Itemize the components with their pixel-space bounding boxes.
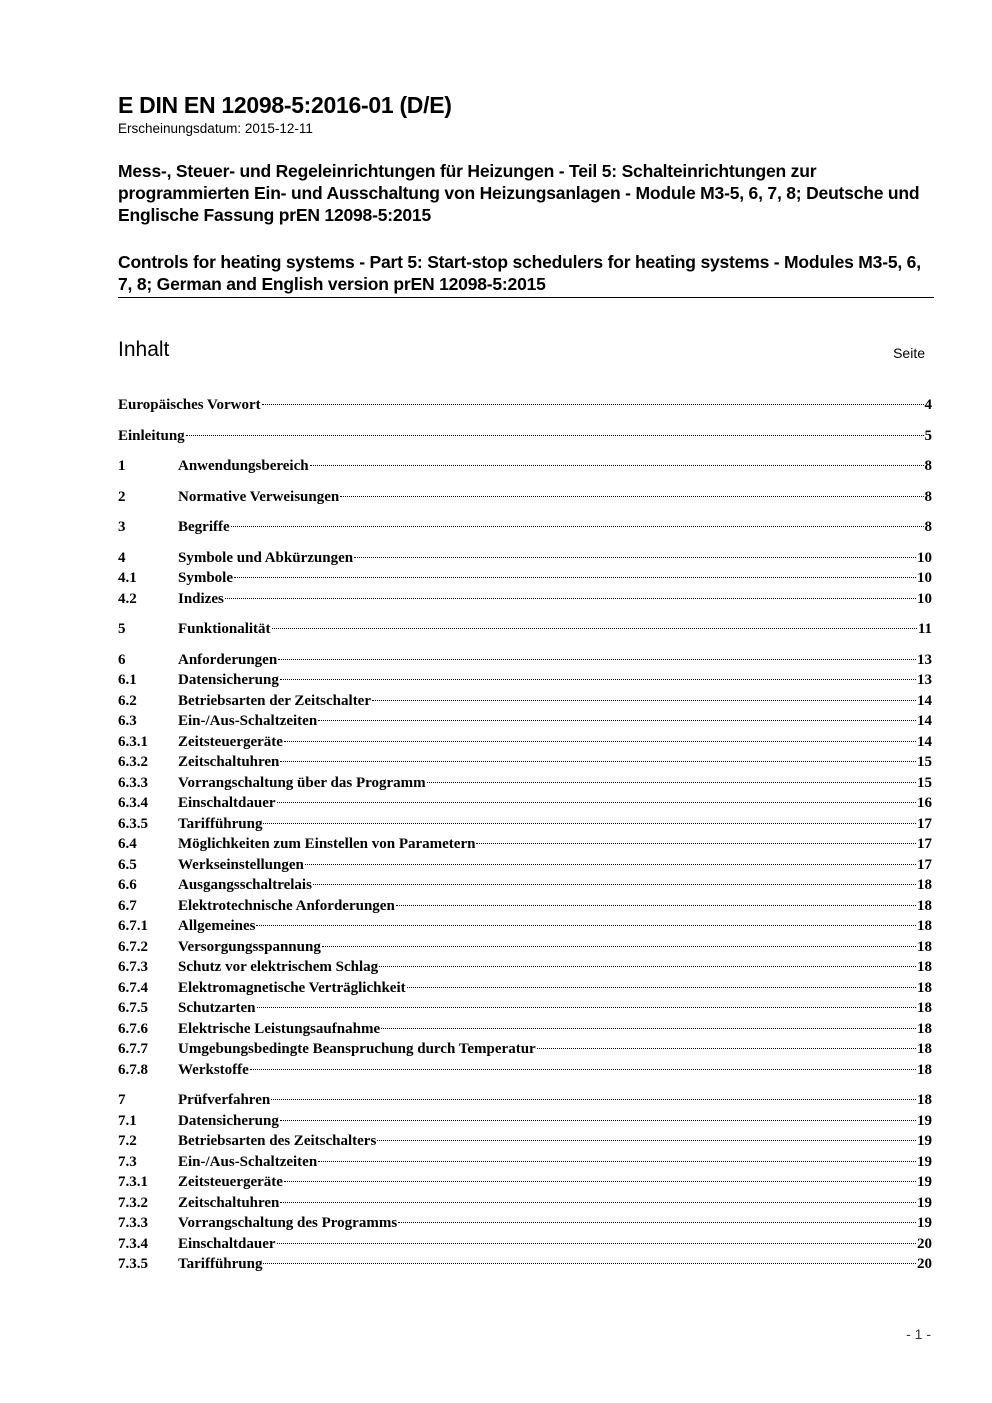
toc-entry-number: 6.3.4 <box>118 795 148 811</box>
toc-entry-title: Ausgangsschaltrelais <box>178 877 312 893</box>
toc-entry-title: Funktionalität <box>178 621 271 637</box>
toc-entry-number: 7.1 <box>118 1112 137 1129</box>
toc-entry-title: Zeitschaltuhren <box>178 754 280 770</box>
toc-entry-title: Begriffe <box>178 519 230 535</box>
toc-entry-page: 11 <box>917 621 932 637</box>
toc-entry-page: 18 <box>917 877 932 893</box>
toc-entry-title: Einschaltdauer <box>178 795 276 811</box>
toc-entry-title: Elektrische Leistungsaufnahme <box>178 1020 381 1037</box>
toc-leader-dots <box>280 679 916 680</box>
toc-leader-dots <box>250 1069 916 1070</box>
toc-entry-title: Zeitsteuergeräte <box>178 733 283 750</box>
toc-entry-page: 18 <box>917 1000 932 1016</box>
toc-entry[interactable] <box>118 456 932 477</box>
toc-leader-dots <box>322 946 916 947</box>
toc-entry-title: Anwendungsbereich <box>178 458 309 474</box>
toc-group <box>118 456 932 477</box>
toc-entry[interactable] <box>118 752 932 773</box>
toc-leader-dots <box>310 465 924 466</box>
toc-entry-title: Datensicherung <box>178 1112 279 1129</box>
toc-entry-page: 17 <box>917 836 932 852</box>
toc-entry-title: Vorrangschaltung über das Programm <box>178 774 426 791</box>
toc-leader-dots <box>305 864 916 865</box>
toc-entry[interactable] <box>118 1019 932 1040</box>
toc-entry-number: 4 <box>118 549 126 566</box>
toc-entry-number: 6.1 <box>118 672 137 688</box>
toc-leader-dots <box>263 823 916 824</box>
toc-entry-page: 4 <box>924 397 932 413</box>
toc-entry-title: Zeitschaltuhren <box>178 1194 280 1211</box>
toc-entry-page: 18 <box>917 979 932 996</box>
toc-entry-page: 10 <box>917 549 932 566</box>
toc-leader-dots <box>398 1222 916 1223</box>
toc-entry[interactable] <box>118 957 932 978</box>
table-of-contents <box>118 385 932 1275</box>
toc-entry-page: 19 <box>917 1153 932 1170</box>
toc-leader-dots <box>280 761 916 762</box>
toc-entry-title: Tarifführung <box>178 1256 263 1272</box>
toc-entry-number: 6.7.2 <box>118 938 148 955</box>
publication-date: Erscheinungsdatum: 2015-12-11 <box>118 121 313 136</box>
toc-entry-page: 8 <box>924 488 932 505</box>
toc-entry-number: 7.3.1 <box>118 1174 148 1190</box>
toc-entry-page: 14 <box>917 733 932 750</box>
toc-leader-dots <box>262 404 924 405</box>
toc-group <box>118 650 932 1081</box>
toc-leader-dots <box>537 1048 916 1049</box>
toc-leader-dots <box>284 741 916 742</box>
toc-entry-number: 7.3 <box>118 1153 137 1170</box>
toc-entry[interactable] <box>118 548 932 569</box>
toc-entry-number: 7 <box>118 1092 126 1108</box>
toc-entry[interactable] <box>118 978 932 999</box>
toc-leader-dots <box>231 526 924 527</box>
toc-entry-number: 6.7.5 <box>118 1000 148 1016</box>
toc-entry-number: 6.7.3 <box>118 959 148 975</box>
toc-leader-dots <box>277 802 916 803</box>
toc-entry-page: 20 <box>917 1235 932 1252</box>
toc-entry-number: 6.3.2 <box>118 754 148 770</box>
title-german: Mess-, Steuer- und Regeleinrichtungen für Heizungen - Teil 5: Schalteinrichtungen zur programmierten Ein- und Ausschaltung von Heizungsanlagen - Module M3-5, 6, 7, 8; Deutsche und Englische Fassung prEN 12098-5:2015 <box>118 161 920 225</box>
toc-entry-page: 18 <box>917 1020 932 1037</box>
toc-entry[interactable] <box>118 517 932 538</box>
toc-entry[interactable] <box>118 691 932 712</box>
toc-entry[interactable] <box>118 1172 932 1193</box>
toc-entry-number: 5 <box>118 621 126 637</box>
toc-entry-title: Ein-/Aus-Schaltzeiten <box>178 713 318 729</box>
page-number: - 1 - <box>906 1326 931 1342</box>
toc-leader-dots <box>225 598 916 599</box>
toc-entry-title: Betriebsarten der Zeitschalter <box>178 692 372 709</box>
toc-entry-title: Symbole und Abkürzungen <box>178 549 354 566</box>
toc-entry-title: Prüfverfahren <box>178 1092 271 1108</box>
toc-entry-number: 6.3 <box>118 713 137 729</box>
toc-entry-number: 6.3.5 <box>118 815 148 832</box>
toc-entry-number: 6 <box>118 651 126 668</box>
header-divider <box>118 297 934 298</box>
toc-entry-title: Ein-/Aus-Schaltzeiten <box>178 1153 318 1170</box>
toc-entry-page: 13 <box>917 672 932 688</box>
toc-entry-number: 6.5 <box>118 856 137 873</box>
toc-leader-dots <box>313 884 916 885</box>
toc-entry-title: Werkseinstellungen <box>178 856 304 873</box>
toc-entry[interactable] <box>118 670 932 691</box>
toc-entry-page: 20 <box>917 1256 932 1272</box>
toc-leader-dots <box>234 577 916 578</box>
toc-entry-number: 6.7 <box>118 897 137 914</box>
toc-entry[interactable] <box>118 875 932 896</box>
toc-entry-page: 18 <box>917 938 932 955</box>
toc-leader-dots <box>278 659 916 660</box>
toc-entry-title: Versorgungsspannung <box>178 938 321 955</box>
toc-leader-dots <box>284 1181 916 1182</box>
toc-entry-title: Normative Verweisungen <box>178 488 340 505</box>
toc-entry[interactable] <box>118 1060 932 1081</box>
toc-entry[interactable] <box>118 1152 932 1173</box>
toc-entry-title: Indizes <box>178 590 224 607</box>
toc-entry-title: Möglichkeiten zum Einstellen von Parametern <box>178 836 476 852</box>
toc-entry-page: 13 <box>917 651 932 668</box>
toc-entry[interactable] <box>118 1111 932 1132</box>
toc-entry[interactable] <box>118 814 932 835</box>
toc-page-label: Seite <box>893 345 925 361</box>
toc-entry-number: 6.4 <box>118 836 137 852</box>
toc-leader-dots <box>318 1161 916 1162</box>
toc-entry-title: Umgebungsbedingte Beanspruchung durch Temperatur <box>178 1041 536 1057</box>
toc-entry-title: Zeitsteuergeräte <box>178 1174 283 1190</box>
toc-leader-dots <box>354 557 916 558</box>
toc-group <box>118 426 932 447</box>
toc-entry-page: 15 <box>917 754 932 770</box>
toc-entry[interactable] <box>118 732 932 753</box>
toc-entry-number: 3 <box>118 519 126 535</box>
toc-entry-title: Werkstoffe <box>178 1061 249 1078</box>
toc-entry-page: 5 <box>924 427 932 444</box>
toc-entry-page: 19 <box>917 1194 932 1211</box>
toc-entry-number: 1 <box>118 458 126 474</box>
toc-leader-dots <box>377 1140 916 1141</box>
toc-group <box>118 548 932 610</box>
toc-entry-number: 6.7.6 <box>118 1020 148 1037</box>
toc-entry-title: Schutzarten <box>178 1000 256 1016</box>
toc-entry-title: Symbole <box>178 570 234 586</box>
toc-entry[interactable] <box>118 1039 932 1060</box>
toc-entry-number: 6.6 <box>118 877 137 893</box>
toc-entry-title: Allgemeines <box>178 918 256 934</box>
toc-leader-dots <box>277 1243 916 1244</box>
toc-leader-dots <box>318 720 916 721</box>
toc-entry[interactable] <box>118 1254 932 1275</box>
toc-entry-title: Einleitung <box>118 427 185 444</box>
toc-group <box>118 1090 932 1275</box>
toc-leader-dots <box>257 1007 917 1008</box>
toc-entry[interactable] <box>118 896 932 917</box>
toc-entry-title: Elektromagnetische Verträglichkeit <box>178 979 406 996</box>
toc-entry-number: 6.7.7 <box>118 1041 148 1057</box>
toc-entry[interactable] <box>118 426 932 447</box>
toc-entry-number: 4.2 <box>118 590 137 607</box>
toc-entry-number: 6.3.3 <box>118 774 148 791</box>
toc-entry[interactable] <box>118 487 932 508</box>
toc-entry-number: 7.3.5 <box>118 1256 148 1272</box>
toc-entry-title: Betriebsarten des Zeitschalters <box>178 1133 377 1149</box>
toc-entry-title: Elektrotechnische Anforderungen <box>178 897 395 914</box>
toc-entry[interactable] <box>118 998 932 1019</box>
toc-entry-page: 18 <box>917 897 932 914</box>
toc-entry-page: 16 <box>917 795 932 811</box>
toc-entry-page: 19 <box>917 1112 932 1129</box>
toc-entry[interactable] <box>118 773 932 794</box>
toc-entry-title: Europäisches Vorwort <box>118 397 261 413</box>
toc-entry-number: 6.2 <box>118 692 137 709</box>
toc-leader-dots <box>271 1099 916 1100</box>
toc-entry[interactable] <box>118 937 932 958</box>
toc-entry[interactable] <box>118 1193 932 1214</box>
toc-entry-title: Anforderungen <box>178 651 278 668</box>
toc-entry[interactable] <box>118 650 932 671</box>
toc-leader-dots <box>379 966 916 967</box>
toc-entry-page: 15 <box>917 774 932 791</box>
toc-leader-dots <box>427 782 916 783</box>
toc-entry-title: Schutz vor elektrischem Schlag <box>178 959 379 975</box>
toc-entry[interactable] <box>118 916 932 937</box>
toc-entry-page: 17 <box>917 815 932 832</box>
toc-group <box>118 487 932 508</box>
toc-leader-dots <box>407 987 916 988</box>
toc-entry-page: 19 <box>917 1215 932 1231</box>
toc-entry[interactable] <box>118 711 932 732</box>
toc-entry-number: 6.3.1 <box>118 733 148 750</box>
toc-leader-dots <box>272 628 917 629</box>
toc-entry-page: 18 <box>917 1041 932 1057</box>
toc-entry-page: 18 <box>917 918 932 934</box>
toc-entry-number: 7.3.3 <box>118 1215 148 1231</box>
toc-group <box>118 619 932 640</box>
toc-entry-title: Einschaltdauer <box>178 1235 276 1252</box>
toc-entry-page: 19 <box>917 1133 932 1149</box>
toc-leader-dots <box>256 925 916 926</box>
toc-leader-dots <box>186 435 924 436</box>
toc-heading: Inhalt <box>118 338 170 361</box>
toc-leader-dots <box>340 496 923 497</box>
toc-entry-page: 17 <box>917 856 932 873</box>
toc-entry-number: 7.2 <box>118 1133 137 1149</box>
toc-entry-number: 7.3.4 <box>118 1235 148 1252</box>
toc-entry-number: 6.7.8 <box>118 1061 148 1078</box>
toc-entry-number: 4.1 <box>118 570 137 586</box>
toc-entry[interactable] <box>118 395 932 416</box>
toc-entry-page: 8 <box>924 519 932 535</box>
toc-entry[interactable] <box>118 855 932 876</box>
toc-leader-dots <box>280 1202 916 1203</box>
document-id: E DIN EN 12098-5:2016-01 (D/E) <box>118 92 452 118</box>
toc-entry[interactable] <box>118 1131 932 1152</box>
toc-entry[interactable] <box>118 793 932 814</box>
toc-entry[interactable] <box>118 589 932 610</box>
toc-entry[interactable] <box>118 1213 932 1234</box>
toc-entry[interactable] <box>118 1234 932 1255</box>
toc-leader-dots <box>396 905 916 906</box>
toc-entry-page: 10 <box>917 590 932 607</box>
toc-group <box>118 395 932 416</box>
toc-entry-page: 8 <box>924 458 932 474</box>
toc-entry-page: 10 <box>917 570 932 586</box>
toc-entry-page: 18 <box>917 1061 932 1078</box>
toc-entry-title: Datensicherung <box>178 672 279 688</box>
toc-entry-page: 18 <box>917 959 932 975</box>
toc-group <box>118 517 932 538</box>
toc-entry[interactable] <box>118 834 932 855</box>
toc-entry[interactable] <box>118 568 932 589</box>
toc-entry-page: 14 <box>917 713 932 729</box>
toc-entry-title: Tarifführung <box>178 815 263 832</box>
toc-entry-page: 14 <box>917 692 932 709</box>
toc-entry-number: 6.7.4 <box>118 979 148 996</box>
title-english: Controls for heating systems - Part 5: Start-stop schedulers for heating systems - Modules M3-5, 6, 7, 8; German and English version prEN 12098-5:2015 <box>118 252 921 294</box>
toc-entry-number: 2 <box>118 488 126 505</box>
toc-entry-page: 19 <box>917 1174 932 1190</box>
toc-leader-dots <box>263 1263 916 1264</box>
toc-entry-page: 18 <box>917 1092 932 1108</box>
toc-leader-dots <box>372 700 916 701</box>
toc-entry[interactable] <box>118 1090 932 1111</box>
toc-entry-number: 7.3.2 <box>118 1194 148 1211</box>
toc-leader-dots <box>476 843 916 844</box>
toc-entry[interactable] <box>118 619 932 640</box>
toc-entry-number: 6.7.1 <box>118 918 148 934</box>
toc-leader-dots <box>381 1028 916 1029</box>
toc-leader-dots <box>280 1120 916 1121</box>
toc-entry-title: Vorrangschaltung des Programms <box>178 1215 398 1231</box>
